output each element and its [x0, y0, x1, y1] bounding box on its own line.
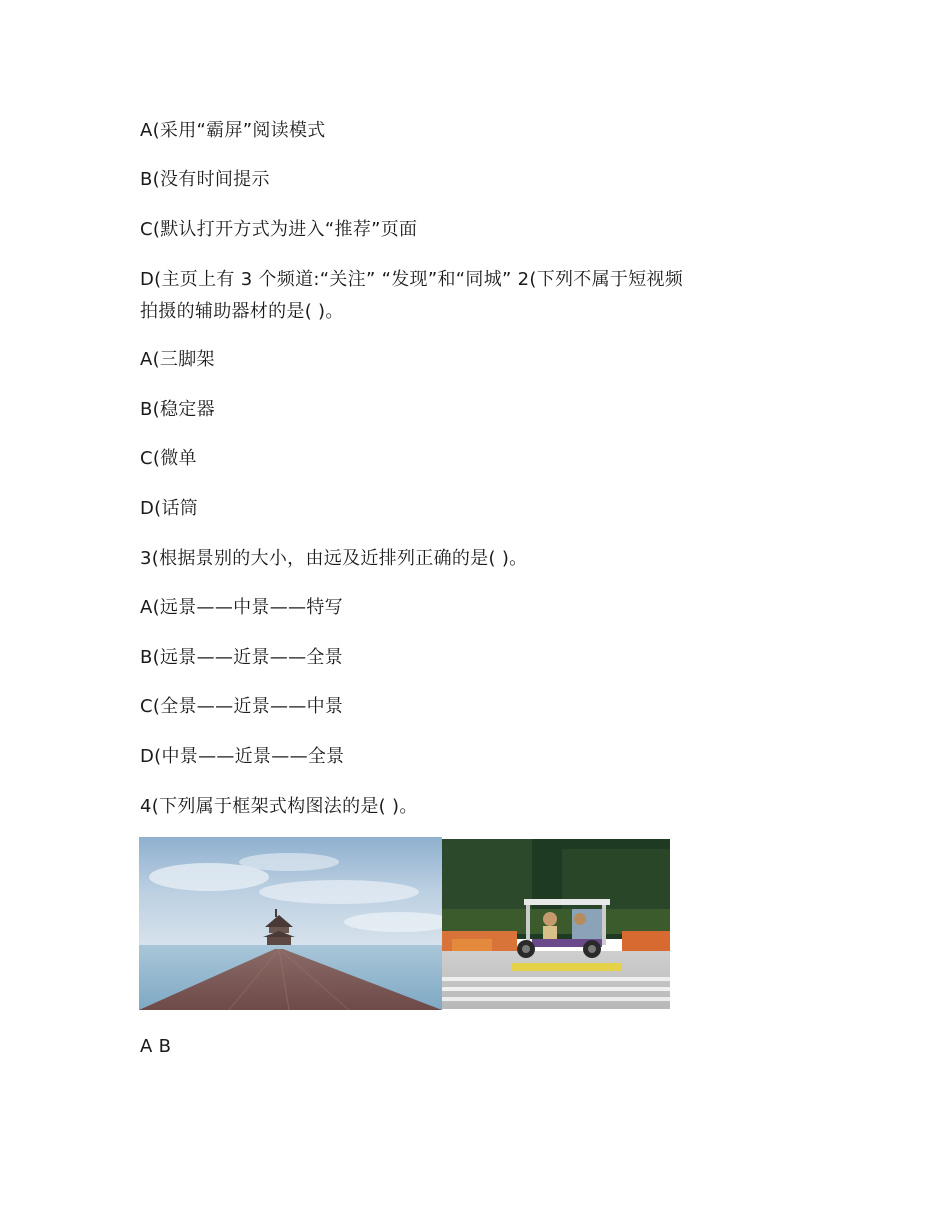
q1-option-d: D(主页上有 3 个频道:“关注” “发现”和“同城” 2(下列不属于短视频	[140, 269, 684, 290]
q1-option-c: C(默认打开方式为进入“推荐”页面	[140, 219, 418, 240]
q2-option-a: A(三脚架	[140, 349, 215, 370]
q2-option-b: B(稳定器	[140, 399, 215, 420]
q3-option-c: C(全景——近景——中景	[140, 696, 344, 717]
q3-stem: 3(根据景别的大小，由远及近排列正确的是( )。	[140, 548, 528, 569]
image-labels: A B	[140, 1036, 172, 1057]
q2-option-c: C(微单	[140, 448, 197, 469]
q3-option-d: D(中景——近景——全景	[140, 746, 345, 767]
tricycle-motion-image	[442, 839, 670, 1009]
q1-option-b: B(没有时间提示	[140, 169, 270, 190]
q3-option-a: A(远景——中景——特写	[140, 597, 343, 618]
pier-pavilion-image	[139, 837, 442, 1010]
q2-option-d: D(话筒	[140, 498, 199, 519]
q3-option-b: B(远景——近景——全景	[140, 647, 343, 668]
q4-stem: 4(下列属于框架式构图法的是( )。	[140, 796, 418, 817]
q1-option-a: A(采用“霸屏”阅读模式	[140, 120, 326, 141]
q2-stem-continued: 拍摄的辅助器材的是( )。	[140, 301, 344, 322]
